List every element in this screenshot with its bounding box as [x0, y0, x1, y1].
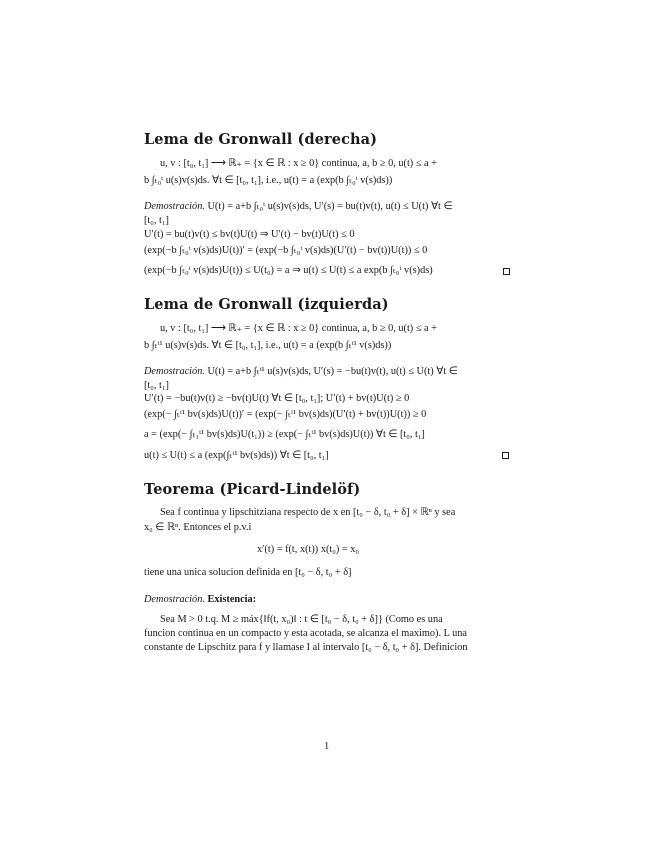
proof-line: (exp(−b ∫ₜ₀ᵗ v(s)ds)U(t))′ = (exp(−b ∫ₜ₀ᵗ v(s)ds)(U′(t) − bv(t))U(t)) ≤ 0	[144, 245, 428, 256]
proof-line: U′(t) = bu(t)v(t) ≤ bv(t)U(t) ⇒ U′(t) − bv(t)U(t) ≤ 0	[144, 229, 355, 240]
proof-line: constante de Lipschitz para f y llamase I al intervalo [t₀ − δ, t₀ + δ]. Definicion	[144, 642, 468, 653]
proof-line: (exp(−b ∫ₜ₀ᵗ v(s)ds)U(t)) ≤ U(t₀) = a ⇒ u(t) ≤ U(t) ≤ a exp(b ∫ₜ₀ᵗ v(s)ds)	[144, 265, 433, 276]
qed-square-icon	[503, 268, 510, 275]
proof-line: U′(t) = −bu(t)v(t) ≥ −bv(t)U(t) ∀t ∈ [t₀, t₁]; U′(t) + bv(t)U(t) ≥ 0	[144, 393, 410, 404]
section-title-picard-lindelof: Teorema (Picard-Lindelöf)	[144, 481, 361, 498]
statement-line: u, v : [t₀, t₁] ⟶ ℝ₊ = {x ∈ ℝ : x ≥ 0} continua, a, b ≥ 0, u(t) ≤ a +	[160, 323, 437, 334]
statement-line: x₀ ∈ ℝⁿ. Entonces el p.v.i	[144, 522, 252, 533]
display-equation: x′(t) = f(t, x(t)) x(t₀) = x₀	[257, 544, 359, 555]
qed-square-icon	[502, 452, 509, 459]
statement-line: b ∫ₜᵗ¹ u(s)v(s)ds. ∀t ∈ [t₀, t₁], i.e., u(t) = a (exp(b ∫ₜᵗ¹ v(s)ds))	[144, 340, 392, 351]
section-title-gronwall-derecha: Lema de Gronwall (derecha)	[144, 131, 378, 148]
proof-text: U(t) = a+b ∫ₜ₀ᵗ u(s)v(s)ds, U′(s) = bu(t)v(t), u(t) ≤ U(t) ∀t ∈	[204, 201, 453, 212]
proof-line: funcion continua en un compacto y esta acotada, se alcanza el maximo). L una	[144, 628, 467, 639]
proof-label: Demostración.	[144, 594, 205, 605]
page-number: 1	[324, 741, 330, 752]
statement-line: u, v : [t₀, t₁] ⟶ ℝ₊ = {x ∈ ℝ : x ≥ 0} continua, a, b ≥ 0, u(t) ≤ a +	[160, 158, 437, 169]
proof-line: [t₀, t₁]	[144, 215, 169, 226]
statement-line: b ∫ₜ₀ᵗ u(s)v(s)ds. ∀t ∈ [t₀, t₁], i.e., u(t) = a (exp(b ∫ₜ₀ᵗ v(s)ds))	[144, 175, 393, 186]
proof-line: (exp(− ∫ₜᵗ¹ bv(s)ds)U(t))′ = (exp(− ∫ₜᵗ¹ bv(s)ds)(U′(t) + bv(t))U(t)) ≥ 0	[144, 409, 427, 420]
proof-line	[144, 365, 458, 379]
proof-line: u(t) ≤ U(t) ≤ a (exp(∫ₜᵗ¹ bv(s)ds)) ∀t ∈ [t₀, t₁]	[144, 450, 329, 461]
proof-label: Demostración.	[144, 201, 205, 212]
section-title-gronwall-izquierda: Lema de Gronwall (izquierda)	[144, 296, 389, 313]
proof-line	[144, 593, 256, 607]
proof-line: [t₀, t₁]	[144, 380, 169, 391]
statement-line: Sea f continua y lipschitziana respecto de x en [t₀ − δ, t₀ + δ] × ℝⁿ y sea	[160, 507, 456, 518]
proof-label: Demostración.	[144, 366, 205, 377]
proof-line: a = (exp(− ∫ₜ₁ᵗ¹ bv(s)ds)U(t₁)) ≥ (exp(− ∫ₜᵗ¹ bv(s)ds)U(t)) ∀t ∈ [t₀, t₁]	[144, 429, 425, 440]
proof-text: U(t) = a+b ∫ₜᵗ¹ u(s)v(s)ds, U′(s) = −bu(t)v(t), u(t) ≤ U(t) ∀t ∈	[204, 366, 458, 377]
proof-bold-label: Existencia:	[207, 594, 257, 605]
proof-line	[144, 200, 452, 214]
proof-line: Sea M > 0 t.q. M ≥ máx{‖f(t, x₀)‖ : t ∈ [t₀ − δ, t₀ + δ]} (Como es una	[160, 614, 443, 625]
statement-line: tiene una unica solucion definida en [t₀ − δ, t₀ + δ]	[144, 567, 352, 578]
